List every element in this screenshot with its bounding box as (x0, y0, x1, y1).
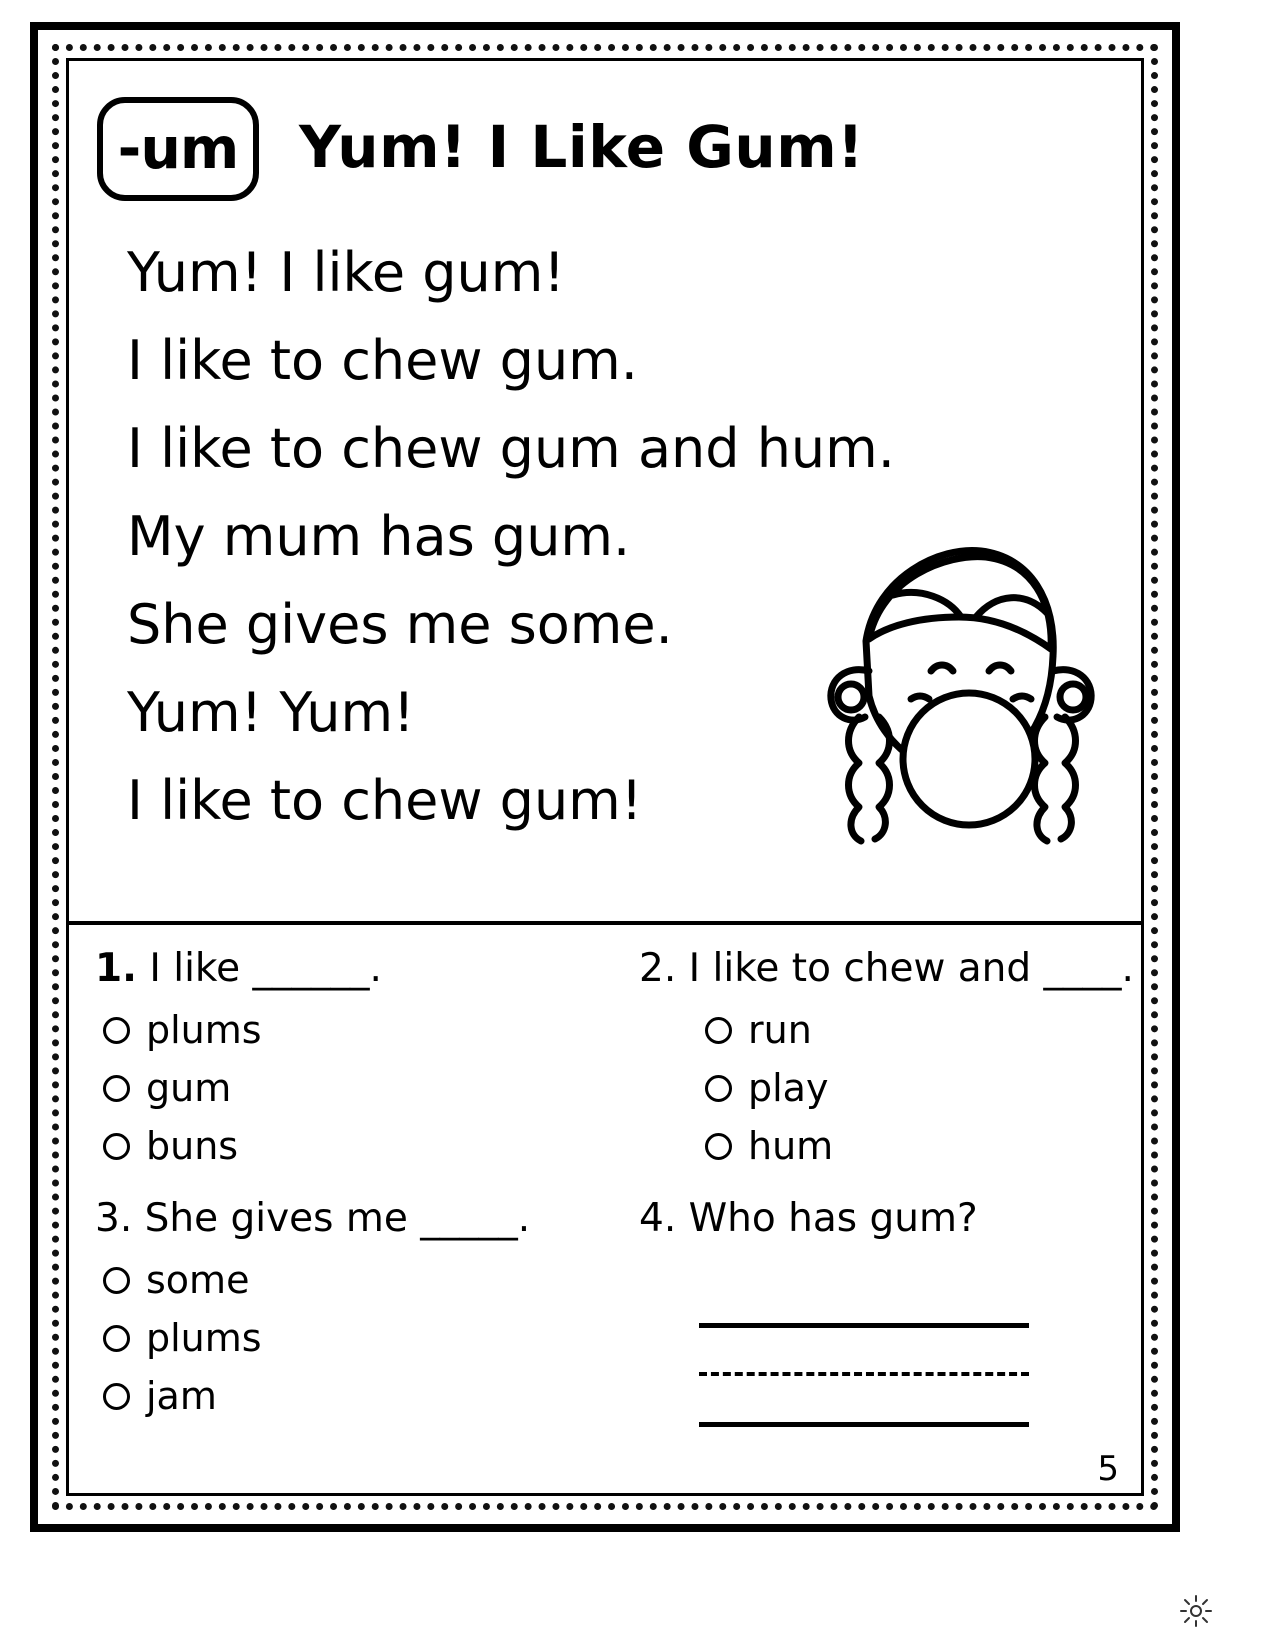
question-4 (605, 1193, 1141, 1427)
question-3 (69, 1193, 605, 1427)
question-3-option-3[interactable] (95, 1367, 595, 1425)
radio-bubble-icon[interactable] (103, 1075, 130, 1102)
question-1-text: I like ______. (149, 946, 382, 991)
radio-bubble-icon[interactable] (705, 1133, 732, 1160)
option-label: jam (146, 1374, 217, 1418)
option-label: play (748, 1066, 829, 1110)
page-number: 5 (1097, 1449, 1119, 1489)
radio-bubble-icon[interactable] (705, 1017, 732, 1044)
passage-line: I like to chew gum. (127, 329, 638, 392)
option-label: some (146, 1258, 250, 1302)
page-title: Yum! I Like Gum! (299, 113, 865, 181)
word-family-chip: -um (97, 97, 259, 201)
question-3-text: She gives me _____. (144, 1196, 531, 1241)
passage-line: I like to chew gum and hum. (127, 417, 895, 480)
radio-bubble-icon[interactable] (103, 1133, 130, 1160)
questions-grid (69, 943, 1141, 1427)
question-4-prompt (639, 1193, 1131, 1245)
question-1-number: 1. (95, 946, 137, 991)
questions-section (69, 925, 1141, 1493)
question-2-option-3[interactable] (697, 1117, 1131, 1175)
radio-bubble-icon[interactable] (103, 1017, 130, 1044)
question-2-prompt (639, 943, 1134, 995)
option-label: run (748, 1008, 812, 1052)
question-1-option-3[interactable] (95, 1117, 595, 1175)
answer-write-line[interactable] (699, 1277, 1029, 1328)
question-2-number: 2. (639, 946, 677, 991)
passage-line: Yum! I like gum! (127, 241, 566, 304)
option-label: hum (748, 1124, 834, 1168)
radio-bubble-icon[interactable] (103, 1267, 130, 1294)
passage-line: I like to chew gum! (127, 769, 643, 832)
sun-watermark-icon (1179, 1594, 1213, 1628)
option-label: plums (146, 1008, 262, 1052)
question-2-option-2[interactable] (697, 1059, 1131, 1117)
worksheet-content (66, 58, 1144, 1496)
question-3-number: 3. (95, 1196, 133, 1241)
question-1-option-2[interactable] (95, 1059, 595, 1117)
worksheet-page (30, 22, 1180, 1532)
girl-blowing-bubble-gum-icon (781, 521, 1121, 881)
answer-baseline (699, 1376, 1029, 1427)
question-1 (69, 943, 605, 1175)
question-2 (605, 943, 1141, 1175)
passage-section (69, 221, 1141, 925)
answer-midline-dashed (699, 1328, 1029, 1376)
question-1-prompt (95, 943, 595, 995)
question-3-prompt (95, 1193, 595, 1245)
option-label: plums (146, 1316, 262, 1360)
option-label: gum (146, 1066, 232, 1110)
passage-text (127, 229, 895, 845)
passage-line: Yum! Yum! (127, 681, 415, 744)
radio-bubble-icon[interactable] (705, 1075, 732, 1102)
question-3-option-1[interactable] (95, 1251, 595, 1309)
question-3-option-2[interactable] (95, 1309, 595, 1367)
question-1-option-1[interactable] (95, 1001, 595, 1059)
question-4-number: 4. (639, 1196, 677, 1241)
question-2-text: I like to chew and ____. (688, 946, 1134, 991)
option-label: buns (146, 1124, 239, 1168)
question-4-text: Who has gum? (688, 1196, 978, 1241)
worksheet-header (69, 61, 1141, 221)
passage-line: She gives me some. (127, 593, 673, 656)
radio-bubble-icon[interactable] (103, 1325, 130, 1352)
question-4-answer-area[interactable] (639, 1251, 1131, 1427)
passage-line: My mum has gum. (127, 505, 631, 568)
question-2-options (639, 1001, 1131, 1175)
radio-bubble-icon[interactable] (103, 1383, 130, 1410)
question-2-option-1[interactable] (697, 1001, 1131, 1059)
